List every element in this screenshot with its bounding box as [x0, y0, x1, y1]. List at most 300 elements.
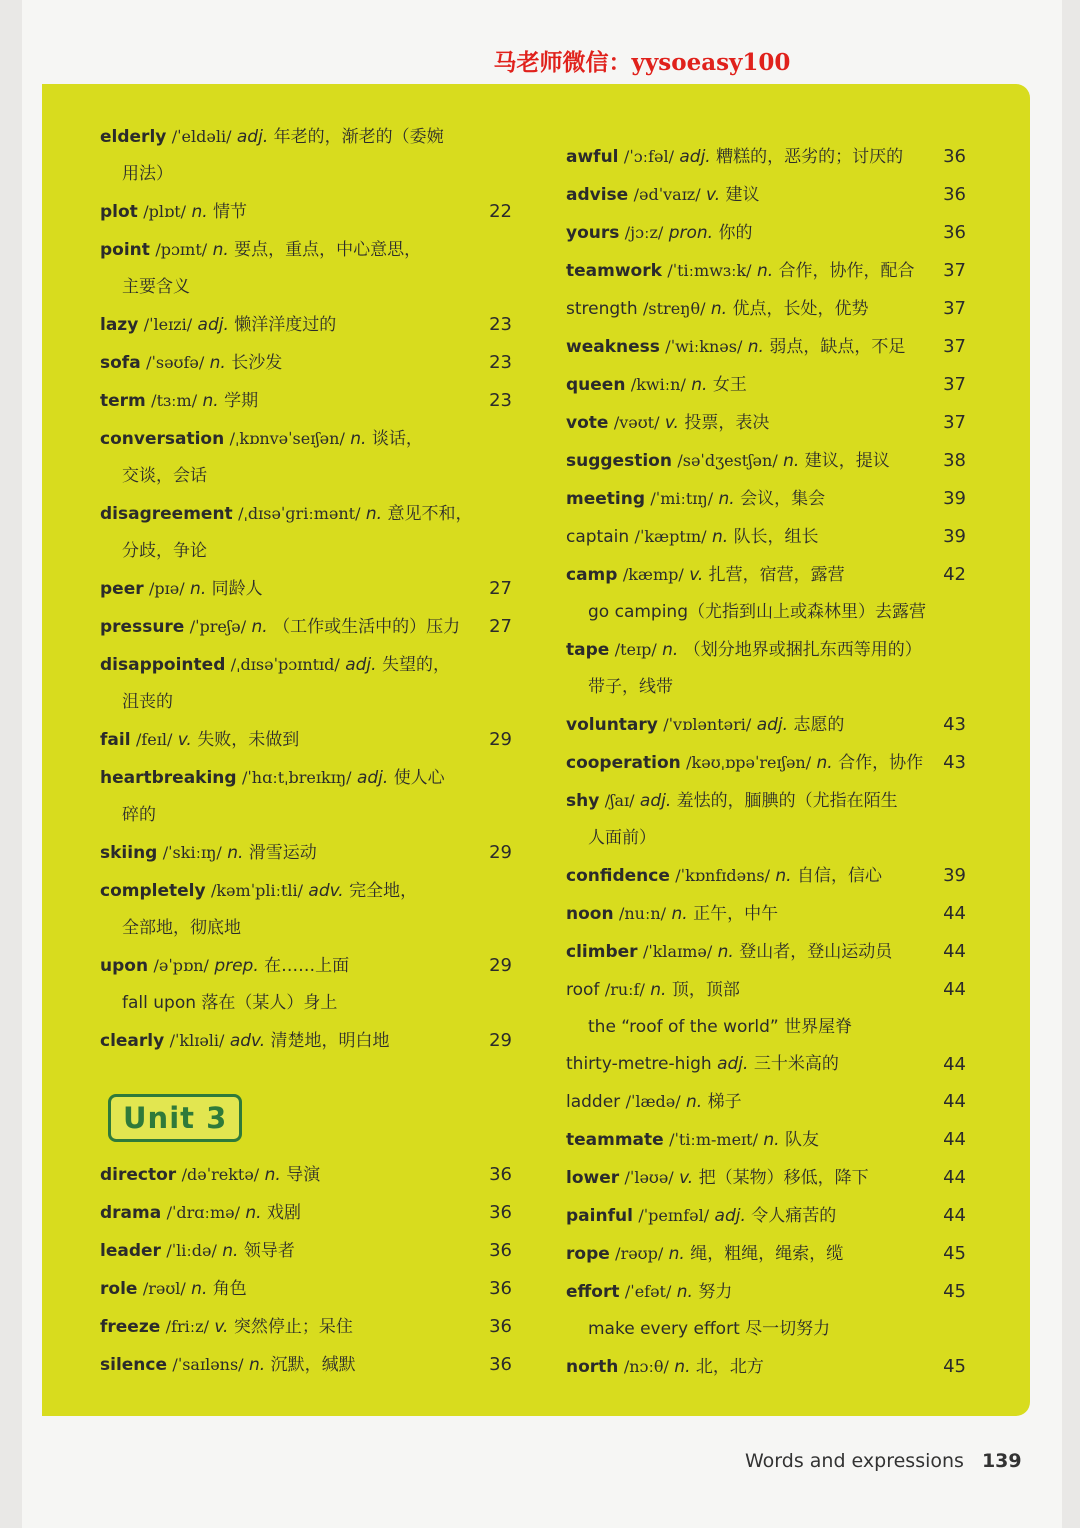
chinese-definition: 长沙发 — [231, 353, 283, 373]
page-reference: 39 — [943, 526, 966, 547]
chinese-definition: 年老的，渐老的（委婉 — [273, 127, 444, 147]
part-of-speech: adv. — [308, 881, 344, 901]
chinese-definition: 领导者 — [243, 1241, 295, 1261]
definition-continuation: 分歧，争论 — [122, 541, 207, 561]
part-of-speech: n. — [350, 429, 367, 449]
page-reference: 29 — [489, 729, 512, 750]
headword: voluntary — [566, 715, 658, 735]
page-reference: 36 — [943, 184, 966, 205]
definition-continuation: 碎的 — [122, 805, 156, 825]
part-of-speech: adj. — [717, 1054, 749, 1074]
phrase-subentry: fall upon 落在（某人）身上 — [122, 993, 338, 1013]
watermark-text: 马老师微信：yysoeasy100 — [493, 49, 791, 76]
phonetic: /ˈklɪəli/ — [169, 1031, 225, 1050]
part-of-speech: n. — [668, 1244, 685, 1264]
vocab-entry — [566, 895, 966, 933]
part-of-speech: n. — [650, 980, 667, 1000]
phonetic: /ˌdɪsəˈɡriːmənt/ — [238, 504, 361, 523]
vocab-entry — [100, 872, 512, 947]
page-reference: 37 — [943, 298, 966, 319]
chinese-definition: 同龄人 — [211, 579, 263, 599]
phrase-subentry: make every effort 尽一切努力 — [588, 1319, 831, 1339]
phonetic: /ˈpreʃə/ — [189, 617, 247, 636]
phonetic: /streŋθ/ — [643, 299, 706, 318]
part-of-speech: n. — [222, 1241, 239, 1261]
headword: heartbreaking — [100, 768, 237, 788]
phonetic: /ˈləʊə/ — [624, 1168, 674, 1187]
entry-headline — [100, 1156, 512, 1194]
headword: noon — [566, 904, 614, 924]
page-reference: 27 — [489, 616, 512, 637]
chinese-definition: 沉默，缄默 — [270, 1355, 356, 1375]
phonetic: /ˈefət/ — [624, 1282, 672, 1301]
headword: suggestion — [566, 451, 672, 471]
definition-continuation: 用法） — [122, 164, 173, 184]
page-reference: 27 — [489, 578, 512, 599]
part-of-speech: n. — [718, 489, 735, 509]
entry-headline — [566, 631, 966, 669]
entry-headline — [100, 1308, 512, 1346]
part-of-speech: n. — [674, 1357, 691, 1377]
headword: silence — [100, 1355, 168, 1375]
chinese-definition: 学期 — [224, 391, 259, 411]
vocab-entry — [566, 706, 966, 744]
left-bottom-entries — [100, 1156, 512, 1384]
phonetic: /nuːn/ — [618, 904, 667, 923]
page-reference: 44 — [943, 979, 966, 1000]
chinese-definition: 建议 — [725, 185, 760, 205]
page-reference: 23 — [489, 352, 512, 373]
part-of-speech: adv. — [229, 1031, 266, 1051]
chinese-definition: 情节 — [213, 202, 248, 222]
chinese-definition: 懒洋洋度过的 — [234, 315, 337, 335]
part-of-speech: n. — [202, 391, 219, 411]
part-of-speech: n. — [227, 843, 244, 863]
chinese-definition: 女王 — [712, 375, 747, 395]
chinese-definition: 合作，协作，配合 — [778, 261, 915, 281]
vocab-entry — [100, 1022, 512, 1060]
definition-continuation: 交谈，会话 — [122, 466, 207, 486]
part-of-speech: n. — [686, 1092, 703, 1112]
part-of-speech: v. — [664, 413, 679, 433]
part-of-speech: n. — [676, 1282, 693, 1302]
phonetic: /pɪə/ — [149, 579, 185, 598]
phonetic: /səˈdʒestʃən/ — [677, 451, 778, 470]
part-of-speech: n. — [717, 942, 734, 962]
page-reference: 29 — [489, 1030, 512, 1051]
part-of-speech: n. — [763, 1130, 780, 1150]
vocab-entry — [566, 518, 966, 556]
vocab-entry — [566, 176, 966, 214]
vocab-entry — [566, 1159, 966, 1197]
chinese-definition: （划分地界或捆扎东西等用的） — [683, 640, 922, 660]
vocab-entry — [566, 1121, 966, 1159]
page-reference: 38 — [943, 450, 966, 471]
part-of-speech: v. — [214, 1317, 229, 1337]
entry-headline — [566, 556, 966, 594]
vocab-entry — [100, 1156, 512, 1194]
vocab-entry — [566, 782, 966, 857]
chinese-definition: 队友 — [784, 1130, 819, 1150]
phonetic: /ˌdɪsəˈpɔɪntɪd/ — [230, 655, 340, 674]
vocab-entry — [100, 985, 512, 1022]
chinese-definition: 导演 — [286, 1165, 321, 1185]
headword: teammate — [566, 1130, 664, 1150]
phonetic: /rəʊp/ — [615, 1244, 664, 1263]
chinese-definition: 弱点，缺点，不足 — [769, 337, 906, 357]
chinese-definition: 你的 — [718, 223, 753, 243]
headword: ladder — [566, 1092, 621, 1112]
headword: cooperation — [566, 753, 681, 773]
entry-headline — [566, 1348, 966, 1386]
vocab-entry — [100, 1308, 512, 1346]
part-of-speech: v. — [706, 185, 721, 205]
entry-headline — [100, 721, 512, 759]
page-reference: 44 — [943, 1205, 966, 1226]
chinese-definition: 队长，组长 — [733, 527, 819, 547]
chinese-definition: 登山者，登山运动员 — [739, 942, 893, 962]
chinese-definition: 正午，中午 — [693, 904, 779, 924]
headword: painful — [566, 1206, 633, 1226]
page-reference: 44 — [943, 1054, 966, 1075]
entry-headline — [100, 193, 512, 231]
headword: disappointed — [100, 655, 226, 675]
headword: vote — [566, 413, 609, 433]
chinese-definition: 顶，顶部 — [671, 980, 740, 1000]
headword: freeze — [100, 1317, 161, 1337]
headword: term — [100, 391, 146, 411]
phonetic: /ˈklaɪmə/ — [642, 942, 713, 961]
headword: weakness — [566, 337, 660, 357]
entry-headline — [566, 744, 966, 782]
left-top-entries — [100, 118, 512, 1060]
phonetic: /ˈlædə/ — [625, 1092, 681, 1111]
entry-headline — [566, 1273, 966, 1311]
entry-headline — [100, 118, 512, 156]
entry-headline — [100, 306, 512, 344]
vocab-entry — [566, 480, 966, 518]
phonetic: /ˈɔːfəl/ — [623, 147, 674, 166]
part-of-speech: v. — [689, 565, 704, 585]
chinese-definition: 突然停止；呆住 — [233, 1317, 353, 1337]
phonetic: /feɪl/ — [135, 730, 173, 749]
part-of-speech: n. — [248, 1355, 266, 1375]
vocab-entry — [566, 1311, 966, 1348]
chinese-definition: 会议，集会 — [740, 489, 826, 509]
page-reference: 44 — [943, 1129, 966, 1150]
part-of-speech: n. — [747, 337, 764, 357]
part-of-speech: v. — [177, 730, 192, 750]
chinese-definition: 合作，协作 — [838, 753, 924, 773]
headword: yours — [566, 223, 620, 243]
chinese-definition: 谈话， — [371, 429, 423, 449]
page-reference: 45 — [943, 1356, 966, 1377]
phonetic: /ˈtiːmwɜːk/ — [667, 261, 752, 280]
headword: elderly — [100, 127, 167, 147]
headword: clearly — [100, 1031, 165, 1051]
entry-headline — [566, 1159, 966, 1197]
chinese-definition: 完全地， — [349, 881, 418, 901]
chinese-definition: 三十米高的 — [753, 1054, 839, 1074]
entry-headline — [566, 252, 966, 290]
part-of-speech: n. — [711, 527, 729, 547]
part-of-speech: n. — [191, 1279, 208, 1299]
page-reference: 36 — [489, 1354, 512, 1375]
chinese-definition: 失望的， — [381, 655, 450, 675]
vocab-entry — [566, 594, 966, 631]
entry-headline — [566, 857, 966, 895]
headword: roof — [566, 980, 600, 1000]
part-of-speech: n. — [662, 640, 679, 660]
chinese-definition: 志愿的 — [793, 715, 845, 735]
entry-headline — [566, 404, 966, 442]
chinese-definition: 意见不和， — [387, 504, 473, 524]
headword: confidence — [566, 866, 670, 886]
headword: completely — [100, 881, 206, 901]
headword: disagreement — [100, 504, 233, 524]
chinese-definition: 令人痛苦的 — [751, 1206, 837, 1226]
definition-continuation: 全部地，彻底地 — [122, 918, 241, 938]
headword: lazy — [100, 315, 139, 335]
phonetic: /ˈeldəli/ — [171, 127, 232, 146]
headword: advise — [566, 185, 629, 205]
entry-headline — [100, 382, 512, 420]
vocab-entry — [100, 344, 512, 382]
entry-headline — [566, 290, 966, 328]
vocab-entry — [566, 744, 966, 782]
entry-headline — [100, 834, 512, 872]
entry-headline — [100, 1022, 512, 1060]
part-of-speech: n. — [212, 240, 229, 260]
entry-headline — [566, 480, 966, 518]
headword: upon — [100, 956, 149, 976]
page-reference: 39 — [943, 865, 966, 886]
chinese-definition: 失败，未做到 — [197, 730, 300, 750]
entry-headline — [566, 1083, 966, 1121]
vocab-entry — [566, 1083, 966, 1121]
part-of-speech: n. — [691, 375, 708, 395]
vocab-entry — [100, 306, 512, 344]
page-reference: 44 — [943, 1091, 966, 1112]
vocab-entry — [566, 1273, 966, 1311]
vocab-entry — [100, 1194, 512, 1232]
unit-heading: Unit 3 — [108, 1094, 242, 1142]
page-reference: 37 — [943, 374, 966, 395]
entry-headline — [566, 518, 966, 556]
page-reference: 36 — [489, 1278, 512, 1299]
right-entries — [566, 138, 966, 1386]
chinese-definition: 清楚地，明白地 — [270, 1031, 390, 1051]
vocab-entry — [566, 404, 966, 442]
vocab-entry — [100, 420, 512, 495]
part-of-speech: pron. — [668, 223, 714, 243]
page-reference: 45 — [943, 1243, 966, 1264]
phonetic: /jɔːz/ — [624, 223, 664, 242]
vocab-entry — [566, 1235, 966, 1273]
phonetic: /ˈskiːɪŋ/ — [162, 843, 222, 862]
chinese-definition: 糟糕的，恶劣的；讨厌的 — [716, 147, 904, 167]
entry-headline — [100, 646, 512, 684]
headword: sofa — [100, 353, 141, 373]
vocab-entry — [100, 646, 512, 721]
entry-headline — [100, 1270, 512, 1308]
left-column — [100, 118, 512, 1384]
phonetic: /kəʊˌɒpəˈreɪʃən/ — [686, 753, 812, 772]
part-of-speech: v. — [679, 1168, 694, 1188]
entry-headline — [566, 1121, 966, 1159]
entry-headline — [566, 328, 966, 366]
page-reference: 44 — [943, 1167, 966, 1188]
phonetic: /kwiːn/ — [630, 375, 686, 394]
phonetic: /ˈvɒləntəri/ — [663, 715, 752, 734]
chinese-definition: 羞怯的，腼腆的（尤指在陌生 — [676, 791, 898, 811]
part-of-speech: n. — [245, 1203, 262, 1223]
page-reference: 36 — [489, 1316, 512, 1337]
entry-headline — [100, 608, 512, 646]
chinese-definition: 使人心 — [393, 768, 445, 788]
entry-headline — [100, 759, 512, 797]
phonetic: /əˈpɒn/ — [153, 956, 209, 975]
part-of-speech: n. — [264, 1165, 281, 1185]
entry-headline — [566, 138, 966, 176]
vocab-entry — [100, 947, 512, 985]
phonetic: /ˈwiːknəs/ — [665, 337, 743, 356]
phonetic: /teɪp/ — [614, 640, 657, 659]
vocab-entry — [566, 971, 966, 1009]
entry-headline — [100, 1232, 512, 1270]
part-of-speech: n. — [209, 353, 226, 373]
entry-headline — [100, 947, 512, 985]
footer-section-title: Words and expressions — [745, 1450, 964, 1472]
headword: point — [100, 240, 150, 260]
headword: meeting — [566, 489, 645, 509]
part-of-speech: adj. — [756, 715, 789, 735]
part-of-speech: n. — [783, 451, 800, 471]
phonetic: /ˌkɒnvəˈseɪʃən/ — [229, 429, 345, 448]
phonetic: /ˈtiːm-meɪt/ — [669, 1130, 758, 1149]
headword: drama — [100, 1203, 162, 1223]
headword: lower — [566, 1168, 620, 1188]
phonetic: /ˈkɒnfɪdəns/ — [675, 866, 770, 885]
page-reference: 36 — [943, 222, 966, 243]
phonetic: /ˈkæptɪn/ — [634, 527, 707, 546]
headword: teamwork — [566, 261, 662, 281]
entry-headline — [566, 895, 966, 933]
vocab-entry — [566, 328, 966, 366]
vocab-entry — [566, 631, 966, 706]
entry-headline — [566, 706, 966, 744]
definition-continuation: 人面前） — [588, 828, 656, 848]
vocab-entry — [100, 570, 512, 608]
vocab-entry — [100, 1232, 512, 1270]
phonetic: /ˈdrɑːmə/ — [166, 1203, 240, 1222]
vocab-entry — [100, 608, 512, 646]
page-footer — [745, 1450, 1022, 1472]
phonetic: /nɔːθ/ — [623, 1357, 669, 1376]
part-of-speech: adj. — [679, 147, 711, 167]
page-reference: 36 — [489, 1240, 512, 1261]
part-of-speech: adj. — [197, 315, 229, 335]
phonetic: /ˈsəʊfə/ — [146, 353, 205, 372]
phonetic: /dəˈrektə/ — [181, 1165, 260, 1184]
part-of-speech: prep. — [214, 956, 259, 976]
chinese-definition: 北，北方 — [695, 1357, 764, 1377]
entry-headline — [100, 1346, 512, 1384]
part-of-speech: adj. — [639, 791, 672, 811]
chinese-definition: 把（某物）移低，降下 — [698, 1168, 869, 1188]
chinese-definition: 戏剧 — [266, 1203, 301, 1223]
vocab-entry — [566, 556, 966, 594]
phonetic: /kæmp/ — [622, 565, 684, 584]
phonetic: /kəmˈpliːtli/ — [210, 881, 304, 900]
headword: pressure — [100, 617, 185, 637]
vocab-entry — [100, 759, 512, 834]
entry-headline — [566, 214, 966, 252]
entry-headline — [100, 872, 512, 910]
phonetic: /ruːf/ — [604, 980, 645, 999]
page-reference: 22 — [489, 201, 512, 222]
entry-headline — [566, 442, 966, 480]
entry-headline — [100, 1194, 512, 1232]
page-reference: 43 — [943, 752, 966, 773]
part-of-speech: n. — [671, 904, 688, 924]
vocab-entry — [566, 138, 966, 176]
vocab-entry — [100, 193, 512, 231]
headword: effort — [566, 1282, 620, 1302]
entry-headline — [100, 344, 512, 382]
headword: climber — [566, 942, 638, 962]
headword: shy — [566, 791, 600, 811]
vocab-entry — [566, 290, 966, 328]
phonetic: /pɔɪnt/ — [155, 240, 208, 259]
entry-headline — [566, 782, 966, 820]
page-reference: 36 — [489, 1164, 512, 1185]
phonetic: /ˈsaɪləns/ — [172, 1355, 244, 1374]
part-of-speech: n. — [190, 579, 207, 599]
entry-headline — [100, 231, 512, 269]
phonetic: /ˈmiːtɪŋ/ — [650, 489, 714, 508]
phonetic: /ˈleɪzi/ — [143, 315, 193, 334]
chinese-definition: 自信，信心 — [796, 866, 882, 886]
vocab-entry — [566, 1046, 966, 1083]
page-reference: 23 — [489, 314, 512, 335]
vocab-entry — [566, 1197, 966, 1235]
entry-headline — [566, 971, 966, 1009]
page-reference: 37 — [943, 336, 966, 357]
entry-headline — [566, 366, 966, 404]
vocab-entry — [566, 857, 966, 895]
phrase-subentry: go camping（尤指到山上或森林里）去露营 — [588, 602, 926, 622]
part-of-speech: n. — [775, 866, 792, 886]
chinese-definition: 建议，提议 — [804, 451, 890, 471]
vocab-entry — [566, 214, 966, 252]
entry-headline — [566, 1046, 966, 1083]
chinese-definition: 角色 — [212, 1279, 247, 1299]
chinese-definition: 要点，重点，中心意思， — [234, 240, 422, 260]
page-reference: 37 — [943, 412, 966, 433]
footer-page-number: 139 — [981, 1450, 1022, 1472]
headword: plot — [100, 202, 138, 222]
page-reference: 45 — [943, 1281, 966, 1302]
headword: conversation — [100, 429, 225, 449]
vocab-entry — [100, 118, 512, 193]
part-of-speech: n. — [710, 299, 728, 319]
entry-headline — [566, 1235, 966, 1273]
headword: queen — [566, 375, 626, 395]
headword: role — [100, 1279, 138, 1299]
chinese-definition: 绳，粗绳，绳索，缆 — [690, 1244, 844, 1264]
part-of-speech: adj. — [236, 127, 269, 147]
